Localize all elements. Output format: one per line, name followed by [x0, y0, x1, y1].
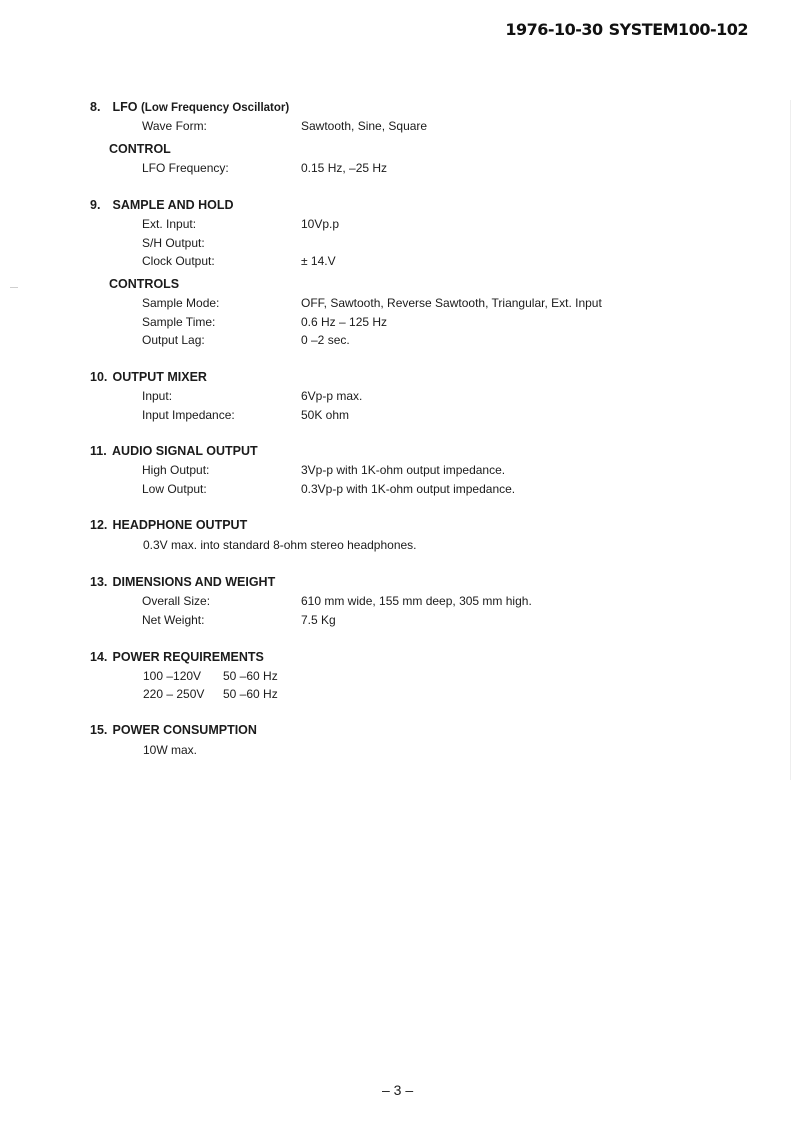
spec-row-high-output: High Output: 3Vp-p with 1K-ohm output impedance.	[142, 463, 506, 477]
section-heading-dimensions: 13. DIMENSIONS AND WEIGHT	[90, 575, 276, 589]
section-heading-audio-output: 11. AUDIO SIGNAL OUTPUT	[90, 444, 258, 458]
subheading-controls: CONTROLS	[109, 277, 180, 291]
section-title: LFO	[112, 100, 138, 114]
spec-row-sample-mode: Sample Mode: OFF, Sawtooth, Reverse Sawtooth, Triangular, Ext. Input	[142, 296, 602, 310]
section-title: OUTPUT MIXER	[112, 370, 207, 384]
section-heading-sample-hold: 9. SAMPLE AND HOLD	[90, 198, 234, 212]
spec-row-sample-time: Sample Time: 0.6 Hz – 125 Hz	[142, 315, 388, 329]
page-header	[505, 20, 748, 39]
power-requirement-line: 220 – 250V 50 –60 Hz	[143, 687, 278, 701]
spec-row-input: Input: 6Vp-p max.	[142, 389, 363, 403]
headphone-spec-text: 0.3V max. into standard 8-ohm stereo headphones.	[143, 538, 417, 552]
section-title: DIMENSIONS AND WEIGHT	[112, 575, 276, 589]
power-consumption-text: 10W max.	[143, 743, 198, 757]
power-requirement-line: 100 –120V 50 –60 Hz	[143, 669, 278, 683]
section-title: POWER REQUIREMENTS	[112, 650, 264, 664]
spec-row-wave-form: Wave Form: Sawtooth, Sine, Square	[142, 119, 428, 133]
section-title: HEADPHONE OUTPUT	[112, 518, 248, 532]
scan-mark	[10, 287, 18, 288]
spec-row-sh-output: S/H Output:	[142, 236, 205, 250]
spec-row-clock-output: Clock Output: ± 14.V	[142, 254, 336, 268]
spec-row-ext-input: Ext. Input: 10Vp.p	[142, 217, 340, 231]
section-title: SAMPLE AND HOLD	[112, 198, 234, 212]
spec-row-lfo-frequency: LFO Frequency: 0.15 Hz, –25 Hz	[142, 161, 388, 175]
section-title: POWER CONSUMPTION	[112, 723, 257, 737]
section-heading-output-mixer: 10. OUTPUT MIXER	[90, 370, 207, 384]
spec-row-net-weight: Net Weight: 7.5 Kg	[142, 613, 336, 627]
section-heading-lfo: 8. LFO (Low Frequency Oscillator)	[90, 100, 290, 114]
spec-row-overall-size: Overall Size: 610 mm wide, 155 mm deep, 305 mm high.	[142, 594, 532, 608]
page-number: – 3 –	[382, 1082, 414, 1098]
header-date: 1976-10-30	[505, 20, 603, 39]
spec-row-low-output: Low Output: 0.3Vp-p with 1K-ohm output impedance.	[142, 482, 516, 496]
spec-row-input-impedance: Input Impedance: 50K ohm	[142, 408, 350, 422]
spec-row-output-lag: Output Lag: 0 –2 sec.	[142, 333, 350, 347]
scan-edge	[790, 100, 791, 780]
section-subtitle: (Low Frequency Oscillator)	[140, 102, 290, 114]
section-heading-power-consumption: 15. POWER CONSUMPTION	[90, 723, 257, 737]
subheading-control: CONTROL	[109, 142, 171, 156]
section-heading-headphone: 12. HEADPHONE OUTPUT	[90, 518, 248, 532]
section-heading-power-requirements: 14. POWER REQUIREMENTS	[90, 650, 264, 664]
section-title: AUDIO SIGNAL OUTPUT	[112, 444, 258, 458]
header-code: SYSTEM100-102	[608, 20, 748, 39]
